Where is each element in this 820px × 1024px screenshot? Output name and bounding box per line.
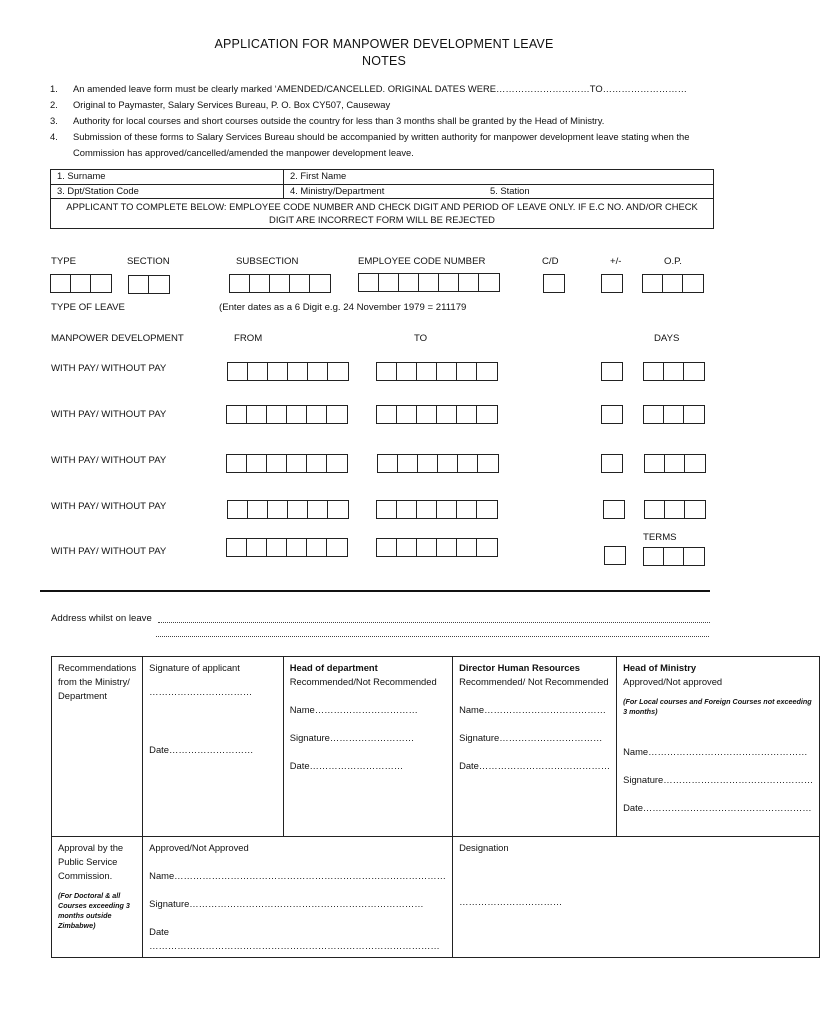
hom-signature-field[interactable]: Signature………………………………………… (623, 774, 814, 785)
digit-box[interactable] (377, 363, 397, 380)
digit-box[interactable] (417, 501, 437, 518)
address-label: Address whilst on leave (51, 613, 152, 624)
digit-box[interactable] (397, 501, 417, 518)
note-number: 3. (50, 115, 58, 126)
hom-date-field[interactable]: Date……………………………………………… (623, 802, 812, 813)
digit-box[interactable] (307, 406, 327, 423)
hod-date-field[interactable]: Date………………………… (289, 760, 404, 771)
pay-box[interactable] (603, 500, 625, 519)
digit-box[interactable] (399, 274, 419, 291)
digit-box[interactable] (602, 275, 622, 292)
digit-box[interactable] (664, 363, 684, 380)
op-label: O.P. (664, 256, 682, 267)
address-line-2[interactable] (156, 626, 709, 637)
digit-box[interactable] (477, 539, 497, 556)
dhr-recommendation: Recommended/ Not Recommended (459, 676, 609, 687)
dhr-title: Director Human Resources (459, 662, 580, 673)
digit-box[interactable] (377, 501, 397, 518)
from-label: FROM (234, 333, 263, 344)
plus-minus-label: +/- (610, 256, 622, 267)
digit-box[interactable] (665, 501, 685, 518)
terms-boxes[interactable] (643, 547, 705, 566)
digit-box[interactable] (250, 275, 270, 292)
psc-note: (For Doctoral & all Courses exceeding 3 months outside Zimbabwe) (58, 891, 130, 930)
designation-cell (453, 837, 820, 958)
digit-box[interactable] (71, 275, 91, 292)
hom-approval: Approved/Not approved (623, 676, 723, 687)
digit-box[interactable] (248, 363, 268, 380)
digit-box[interactable] (267, 455, 287, 472)
digit-box[interactable] (457, 501, 477, 518)
digit-box[interactable] (379, 274, 399, 291)
digit-box[interactable] (477, 406, 497, 423)
digit-box[interactable] (643, 275, 663, 292)
notes-heading: NOTES (361, 54, 407, 68)
type-label: TYPE (51, 256, 77, 267)
applicant-signature-line[interactable]: …………………………… (149, 686, 253, 697)
hod-recommendation: Recommended/Not Recommended (289, 676, 437, 687)
digit-box[interactable] (227, 406, 247, 423)
surname-field[interactable]: 1. Surname (51, 170, 284, 185)
digit-box[interactable] (248, 501, 268, 518)
digit-box[interactable] (398, 455, 418, 472)
to-date-boxes[interactable] (376, 362, 498, 381)
digit-box[interactable] (457, 363, 477, 380)
hod-cell (283, 657, 452, 837)
digit-box[interactable] (359, 274, 379, 291)
from-date-boxes[interactable] (226, 405, 348, 424)
digit-box[interactable] (307, 455, 327, 472)
op-boxes[interactable] (642, 274, 704, 293)
digit-box[interactable] (287, 406, 307, 423)
dhr-date-field[interactable]: Date…………………………………… (459, 760, 611, 771)
hom-name-field[interactable]: Name…………………………………………… (623, 746, 808, 757)
digit-box[interactable] (308, 363, 328, 380)
psc-name-field[interactable]: Name…………………………………………………………………………… (149, 870, 447, 881)
digit-box[interactable] (230, 275, 250, 292)
digit-box[interactable] (149, 276, 169, 293)
days-boxes[interactable] (644, 500, 706, 519)
subsection-boxes[interactable] (229, 274, 331, 293)
days-boxes[interactable] (643, 405, 705, 424)
hod-title: Head of department (289, 662, 378, 673)
digit-box[interactable] (227, 455, 247, 472)
digit-box[interactable] (684, 548, 704, 565)
digit-box[interactable] (437, 539, 457, 556)
digit-box[interactable] (377, 539, 397, 556)
digit-box[interactable] (602, 455, 622, 472)
section-boxes[interactable] (128, 275, 170, 294)
note-item (50, 81, 720, 97)
digit-box[interactable] (477, 363, 497, 380)
to-date-boxes[interactable] (376, 405, 498, 424)
digit-box[interactable] (417, 539, 437, 556)
digit-box[interactable] (288, 501, 308, 518)
note-number: 1. (50, 83, 58, 94)
digit-box[interactable] (417, 363, 437, 380)
digit-box[interactable] (457, 539, 477, 556)
check-digit-label: C/D (542, 256, 559, 267)
designation-label: Designation (459, 842, 509, 853)
digit-box[interactable] (378, 455, 398, 472)
terms-label: TERMS (643, 532, 677, 543)
digit-box[interactable] (544, 275, 564, 292)
digit-box[interactable] (247, 406, 267, 423)
digit-box[interactable] (664, 548, 684, 565)
digit-box[interactable] (437, 406, 457, 423)
digit-box[interactable] (683, 275, 703, 292)
note-item (50, 97, 720, 113)
section-label: SECTION (127, 256, 170, 267)
digit-box[interactable] (605, 547, 625, 564)
digit-box[interactable] (397, 363, 417, 380)
note-number: 2. (50, 99, 58, 110)
digit-box[interactable] (397, 539, 417, 556)
days-boxes[interactable] (643, 362, 705, 381)
employee-code-boxes[interactable] (358, 273, 500, 292)
to-date-boxes[interactable] (376, 500, 498, 519)
digit-box[interactable] (477, 501, 497, 518)
recommendations-label: Recommendations from the Ministry/ Department (58, 662, 137, 701)
manpower-development-label: MANPOWER DEVELOPMENT (51, 333, 184, 344)
from-date-boxes[interactable] (227, 500, 349, 519)
digit-box[interactable] (228, 501, 248, 518)
note-text: Authority for local courses and short courses outside the country for less than 3 months shall be granted by the Head of Ministry. (73, 115, 605, 126)
digit-box[interactable] (307, 539, 327, 556)
pay-option-label: WITH PAY/ WITHOUT PAY (51, 363, 167, 374)
applicant-date-field[interactable]: Date……………………… (149, 744, 254, 755)
psc-approval-cell (143, 837, 453, 958)
check-digit-box[interactable] (543, 274, 565, 293)
digit-box[interactable] (290, 275, 310, 292)
pay-option-label: WITH PAY/ WITHOUT PAY (51, 546, 167, 557)
digit-box[interactable] (288, 363, 308, 380)
dpt-station-code-field[interactable]: 3. Dpt/Station Code (51, 185, 284, 199)
digit-box[interactable] (328, 363, 348, 380)
digit-box[interactable] (644, 548, 664, 565)
digit-box[interactable] (458, 455, 478, 472)
digit-box[interactable] (604, 501, 624, 518)
days-label: DAYS (654, 333, 680, 344)
note-text: An amended leave form must be clearly marked ‘AMENDED/CANCELLED. ORIGINAL DATES WERE…………………………TO……………………… (73, 83, 688, 94)
digit-box[interactable] (227, 539, 247, 556)
hom-cell (617, 657, 820, 837)
first-name-field[interactable]: 2. First Name (284, 170, 714, 185)
employee-code-label: EMPLOYEE CODE NUMBER (358, 256, 486, 267)
plus-minus-box[interactable] (601, 274, 623, 293)
ministry-field[interactable]: 4. Ministry/Department (290, 185, 385, 196)
digit-box[interactable] (91, 275, 111, 292)
dhr-cell (453, 657, 617, 837)
to-label: TO (414, 333, 428, 344)
address-line-1[interactable] (158, 612, 710, 623)
hom-note: (For Local courses and Foreign Courses not exceeding 3 months) (623, 697, 812, 716)
digit-box[interactable] (268, 501, 288, 518)
note-text: Submission of these forms to Salary Services Bureau should be accompanied by written authority for manpower development leave stating when the Commission has approved/cancelled/amended the manpower development leave. (73, 131, 690, 158)
digit-box[interactable] (684, 363, 704, 380)
digit-box[interactable] (308, 501, 328, 518)
digit-box[interactable] (418, 455, 438, 472)
recommendations-cell (52, 657, 143, 837)
hod-signature-field[interactable]: Signature……………………… (289, 732, 415, 743)
digit-box[interactable] (377, 406, 397, 423)
digit-box[interactable] (228, 363, 248, 380)
form-title: APPLICATION FOR MANPOWER DEVELOPMENT LEAVE (214, 37, 554, 51)
to-date-boxes[interactable] (376, 538, 498, 557)
note-text: Original to Paymaster, Salary Services Bureau, P. O. Box CY507, Causeway (73, 99, 391, 110)
pay-box[interactable] (601, 405, 623, 424)
digit-box[interactable] (247, 455, 267, 472)
type-of-leave-label: TYPE OF LEAVE (51, 302, 125, 313)
psc-date-label: Date (149, 926, 169, 937)
from-date-boxes[interactable] (226, 454, 348, 473)
digit-box[interactable] (51, 275, 71, 292)
digit-box[interactable] (327, 455, 347, 472)
pay-box[interactable] (601, 454, 623, 473)
digit-box[interactable] (644, 406, 664, 423)
dhr-signature-field[interactable]: Signature…………………………… (459, 732, 603, 743)
pay-option-label: WITH PAY/ WITHOUT PAY (51, 409, 167, 420)
pay-option-label: WITH PAY/ WITHOUT PAY (51, 501, 167, 512)
digit-box[interactable] (419, 274, 439, 291)
digit-box[interactable] (459, 274, 479, 291)
to-date-boxes[interactable] (377, 454, 499, 473)
digit-box[interactable] (685, 501, 705, 518)
digit-box[interactable] (602, 363, 622, 380)
psc-approval-status: Approved/Not Approved (149, 842, 249, 853)
hom-title: Head of Ministry (623, 662, 697, 673)
from-date-boxes[interactable] (226, 538, 348, 557)
digit-box[interactable] (268, 363, 288, 380)
designation-field[interactable]: …………………………… (459, 896, 563, 907)
digit-box[interactable] (439, 274, 459, 291)
dhr-name-field[interactable]: Name………………………………… (459, 704, 606, 715)
pay-option-label: WITH PAY/ WITHOUT PAY (51, 455, 167, 466)
digit-box[interactable] (310, 275, 330, 292)
digit-box[interactable] (267, 539, 287, 556)
digit-box[interactable] (327, 406, 347, 423)
pay-box[interactable] (601, 362, 623, 381)
digit-box[interactable] (665, 455, 685, 472)
days-boxes[interactable] (644, 454, 706, 473)
pay-box[interactable] (604, 546, 626, 565)
digit-box[interactable] (684, 406, 704, 423)
digit-box[interactable] (417, 406, 437, 423)
psc-cell (52, 837, 143, 958)
note-number: 4. (50, 131, 58, 142)
digit-box[interactable] (645, 501, 665, 518)
instruction-text: APPLICANT TO COMPLETE BELOW: EMPLOYEE CODE NUMBER AND CHECK DIGIT AND PERIOD OF LEAVE ONLY. IF E.C NO. AND/OR CHECK DIGIT ARE INCORRECT FORM WILL BE REJECTED (51, 199, 714, 229)
digit-box[interactable] (267, 406, 287, 423)
digit-box[interactable] (645, 455, 665, 472)
ministry-station-cell (284, 185, 714, 199)
type-boxes[interactable] (50, 274, 112, 293)
applicant-signature-label: Signature of applicant (149, 662, 240, 673)
digit-box[interactable] (479, 274, 499, 291)
digit-box[interactable] (457, 406, 477, 423)
digit-box[interactable] (129, 276, 149, 293)
digit-box[interactable] (438, 455, 458, 472)
date-format-hint: (Enter dates as a 6 Digit e.g. 24 November 1979 = 211179 (219, 302, 467, 313)
hod-name-field[interactable]: Name…………………………… (289, 704, 418, 715)
digit-box[interactable] (328, 501, 348, 518)
digit-box[interactable] (478, 455, 498, 472)
notes-list (50, 81, 720, 161)
approvals-table (51, 656, 820, 958)
subsection-label: SUBSECTION (236, 256, 299, 267)
digit-box[interactable] (644, 363, 664, 380)
digit-box[interactable] (437, 363, 457, 380)
note-item (50, 113, 720, 129)
digit-box[interactable] (663, 275, 683, 292)
digit-box[interactable] (437, 501, 457, 518)
section-divider (40, 590, 710, 592)
psc-signature-field[interactable]: Signature………………………………………………………………… (149, 898, 424, 909)
digit-box[interactable] (327, 539, 347, 556)
applicant-signature-cell (143, 657, 284, 837)
station-field[interactable]: 5. Station (490, 185, 530, 196)
digit-box[interactable] (397, 406, 417, 423)
from-date-boxes[interactable] (227, 362, 349, 381)
digit-box[interactable] (664, 406, 684, 423)
digit-box[interactable] (270, 275, 290, 292)
psc-title: Approval by the Public Service Commission. (58, 842, 124, 881)
psc-date-field[interactable]: ………………………………………………………………………………… (149, 940, 440, 951)
digit-box[interactable] (602, 406, 622, 423)
note-item (50, 129, 720, 161)
digit-box[interactable] (247, 539, 267, 556)
digit-box[interactable] (287, 539, 307, 556)
personal-details-table (50, 169, 714, 229)
digit-box[interactable] (287, 455, 307, 472)
digit-box[interactable] (685, 455, 705, 472)
